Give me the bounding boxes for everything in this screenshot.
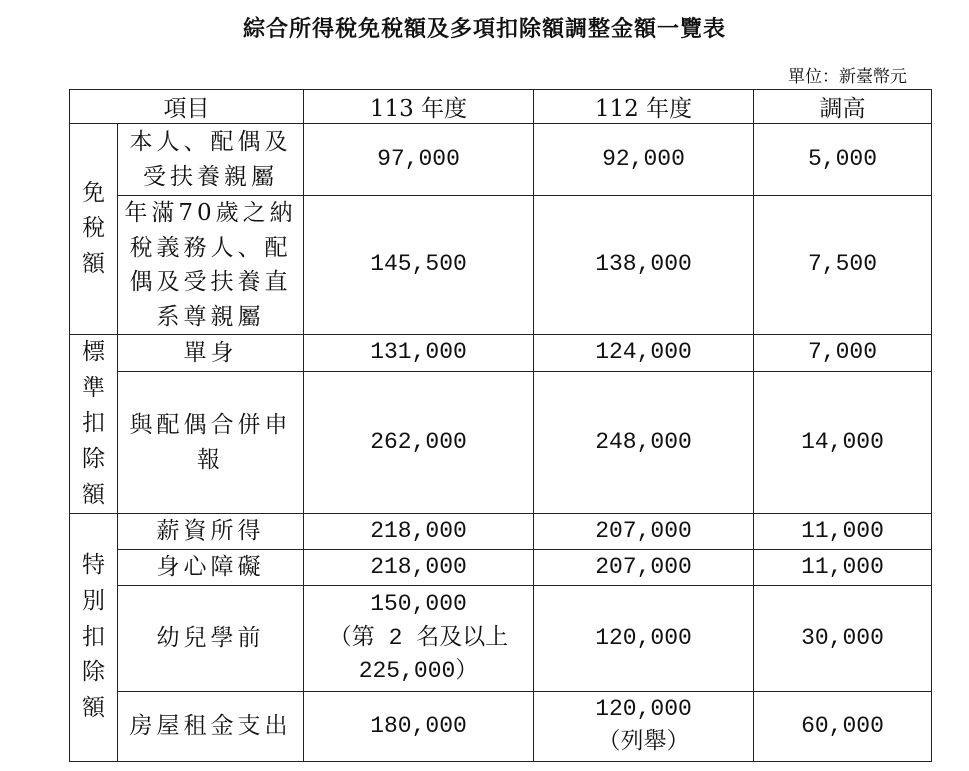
row-item: 幼兒學前 xyxy=(118,585,304,691)
table-row xyxy=(70,691,932,761)
row-item: 單身 xyxy=(118,335,304,372)
value-112: 138,000 xyxy=(534,196,754,335)
value-113 xyxy=(304,585,534,691)
value-112: 207,000 xyxy=(534,514,754,550)
header-row xyxy=(70,90,932,124)
table-row xyxy=(70,372,932,514)
row-item: 本人、配偶及受扶養親屬 xyxy=(118,124,304,196)
value-113: 218,000 xyxy=(304,514,534,550)
row-item: 與配偶合併申報 xyxy=(118,372,304,514)
value-113: 180,000 xyxy=(304,691,534,761)
header-year-112: 112 年度 xyxy=(534,90,754,124)
value-increase: 60,000 xyxy=(754,691,932,761)
adjustment-table xyxy=(69,89,932,762)
group-standard-deduction: 標 準 扣 除 額 xyxy=(70,335,118,514)
value-112: 92,000 xyxy=(534,124,754,196)
value-increase: 7,500 xyxy=(754,196,932,335)
table-row xyxy=(70,124,932,196)
row-item: 薪資所得 xyxy=(118,514,304,550)
value-112: 124,000 xyxy=(534,335,754,372)
table-row xyxy=(70,335,932,372)
value-113: 97,000 xyxy=(304,124,534,196)
value-113: 218,000 xyxy=(304,550,534,586)
row-item: 年滿70歲之納稅義務人、配偶及受扶養直系尊親屬 xyxy=(118,196,304,335)
value-113-main: 150,000 xyxy=(370,591,467,618)
value-112: 120,000 xyxy=(534,585,754,691)
value-112 xyxy=(534,691,754,761)
group-exemption: 免 稅 額 xyxy=(70,124,118,335)
table-row xyxy=(70,585,932,691)
unit-note: 單位：新臺幣元 xyxy=(788,67,907,87)
value-increase: 11,000 xyxy=(754,514,932,550)
value-increase: 5,000 xyxy=(754,124,932,196)
value-113: 131,000 xyxy=(304,335,534,372)
header-increase: 調高 xyxy=(754,90,932,124)
table-row xyxy=(70,550,932,586)
row-item: 身心障礙 xyxy=(118,550,304,586)
value-113: 145,500 xyxy=(304,196,534,335)
value-113: 262,000 xyxy=(304,372,534,514)
page-title: 綜合所得稅免稅額及多項扣除額調整金額一覽表 xyxy=(242,16,726,42)
header-item: 項目 xyxy=(70,90,304,124)
value-113-note: （第 2 名及以上 xyxy=(328,624,509,651)
group-special-deduction: 特 別 扣 除 額 xyxy=(70,514,118,762)
value-112: 207,000 xyxy=(534,550,754,586)
value-112: 248,000 xyxy=(534,372,754,514)
value-112-main: 120,000 xyxy=(595,695,692,722)
row-item: 房屋租金支出 xyxy=(118,691,304,761)
value-112-note: （列舉） xyxy=(597,729,690,756)
value-increase: 11,000 xyxy=(754,550,932,586)
value-increase: 30,000 xyxy=(754,585,932,691)
value-113-note-amount: 225,000） xyxy=(358,657,479,684)
table-row xyxy=(70,196,932,335)
header-year-113: 113 年度 xyxy=(304,90,534,124)
value-increase: 7,000 xyxy=(754,335,932,372)
value-increase: 14,000 xyxy=(754,372,932,514)
table-row xyxy=(70,514,932,550)
